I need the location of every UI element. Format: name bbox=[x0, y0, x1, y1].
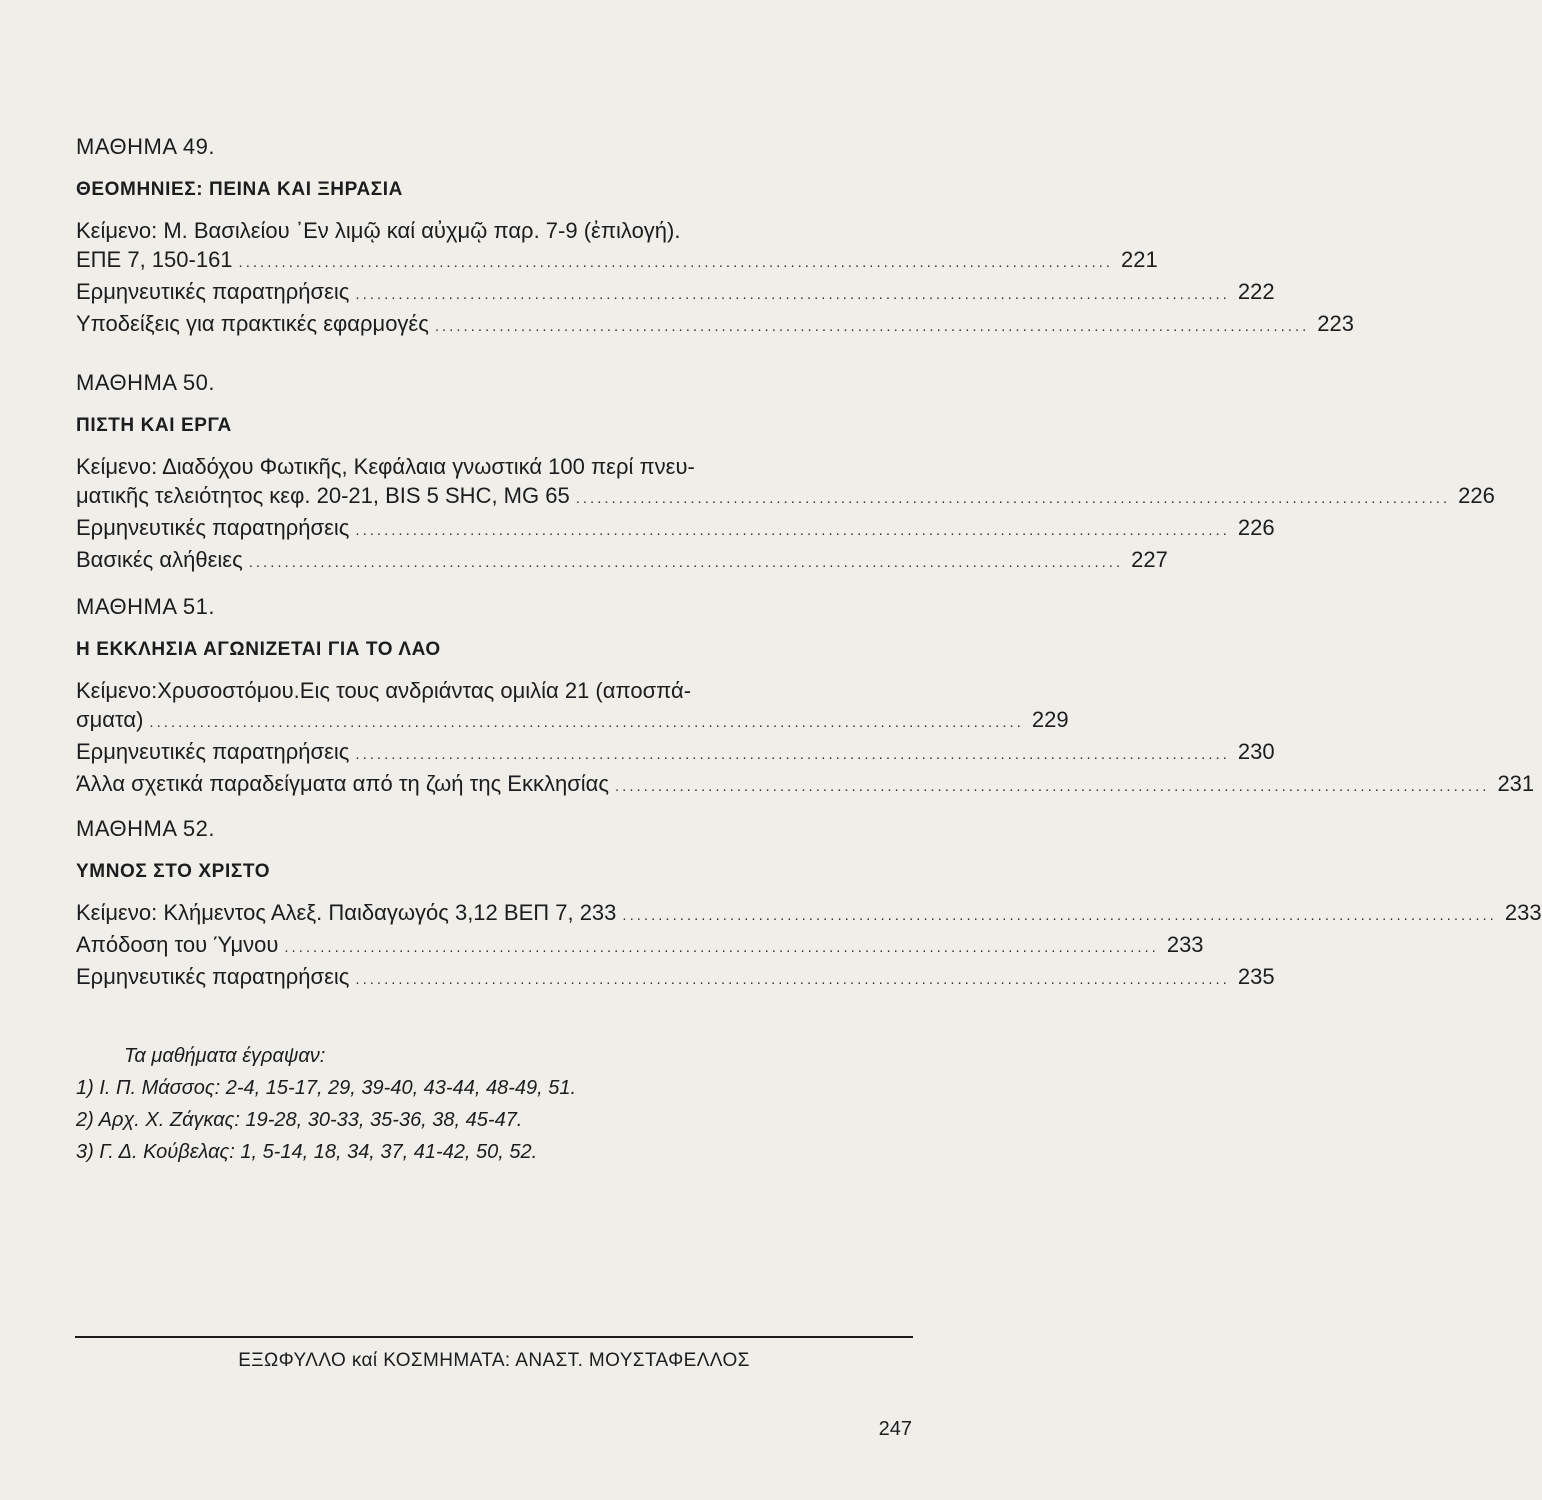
toc-entry-page: 223 bbox=[1317, 311, 1354, 336]
toc-entry bbox=[76, 513, 1275, 545]
toc-entry-label: Υποδείξεις για πρακτικές εφαρμογές bbox=[76, 311, 429, 336]
lesson-52 bbox=[76, 816, 1542, 994]
toc-text-line: Κείμενο: Μ. Βασιλείου ᾿Εν λιμῷ καί αὐχμῷ παρ. 7-9 (ἐπιλογή). bbox=[76, 218, 681, 243]
toc-text-line: Κείμενο:Χρυσοστόμου.Εις τους ανδριάντας ομιλία 21 (αποσπά- bbox=[76, 678, 692, 703]
toc-entry-page: 233 bbox=[1166, 932, 1204, 957]
dot-leader: .......................................................................................................................... bbox=[355, 522, 1230, 539]
toc-entry-label: Άλλα σχετικά παραδείγματα από τη ζωή της Εκκλησίας bbox=[76, 771, 609, 796]
lesson-title: Η ΕΚΚΛΗΣΙΑ ΑΓΩΝΙΖΕΤΑΙ ΓΙΑ ΤΟ ΛΑΟ bbox=[76, 639, 441, 660]
dot-leader: .......................................................................................................................... bbox=[355, 286, 1230, 303]
dot-leader: .......................................................................................................................... bbox=[284, 939, 1159, 956]
dot-leader: .......................................................................................................................... bbox=[355, 971, 1230, 988]
toc-entry bbox=[76, 481, 1495, 513]
toc-entry-page: 221 bbox=[1120, 247, 1158, 272]
toc-entry bbox=[76, 277, 1275, 309]
dot-leader: .......................................................................................................................... bbox=[238, 254, 1113, 271]
toc-entry-page: 222 bbox=[1237, 279, 1275, 304]
toc-entry-label: Απόδοση του Ύμνου bbox=[76, 932, 279, 957]
lesson-title: ΘΕΟΜΗΝΙΕΣ: ΠΕΙΝΑ ΚΑΙ ΞΗΡΑΣΙΑ bbox=[76, 179, 403, 200]
toc-entry-page: 229 bbox=[1031, 707, 1069, 732]
dot-leader: .......................................................................................................................... bbox=[355, 746, 1230, 763]
toc-entry-label: Ερμηνευτικές παρατηρήσεις bbox=[76, 964, 350, 989]
dot-leader: .......................................................................................................................... bbox=[575, 490, 1451, 507]
toc-entry bbox=[76, 309, 1354, 341]
toc-text-line: Κείμενο: Διαδόχου Φωτικῆς, Κεφάλαια γνωστικά 100 περί πνευ- bbox=[76, 454, 695, 479]
lesson-number: ΜΑΘΗΜΑ 52. bbox=[76, 816, 216, 841]
toc-entry-page: 235 bbox=[1237, 964, 1275, 989]
dot-leader: .......................................................................................................................... bbox=[434, 318, 1310, 335]
dot-leader: .......................................................................................................................... bbox=[149, 714, 1024, 731]
toc-entry-page: 226 bbox=[1458, 483, 1495, 508]
toc-entry-page: 230 bbox=[1237, 739, 1275, 764]
toc-entry bbox=[76, 737, 1275, 769]
toc-entry bbox=[76, 930, 1204, 962]
lesson-49 bbox=[76, 134, 1354, 341]
toc-entry-label: ΕΠΕ 7, 150-161 bbox=[76, 247, 233, 272]
lesson-51 bbox=[76, 594, 1535, 801]
lesson-number: ΜΑΘΗΜΑ 50. bbox=[76, 370, 216, 395]
toc-entry bbox=[76, 898, 1542, 930]
toc-entry-page: 226 bbox=[1237, 515, 1275, 540]
dot-leader: .......................................................................................................................... bbox=[248, 554, 1124, 571]
author-line: 3) Γ. Δ. Κούβελας: 1, 5-14, 18, 34, 37, 41-42, 50, 52. bbox=[76, 1141, 538, 1163]
lesson-title: ΠΙΣΤΗ ΚΑΙ ΕΡΓΑ bbox=[76, 415, 232, 436]
lesson-title: ΥΜΝΟΣ ΣΤΟ ΧΡΙΣΤΟ bbox=[76, 861, 271, 882]
toc-entry bbox=[76, 769, 1535, 801]
lesson-50 bbox=[76, 370, 1495, 577]
toc-entry-label: Ερμηνευτικές παρατηρήσεις bbox=[76, 279, 350, 304]
toc-entry-label: Βασικές αλήθειες bbox=[76, 547, 243, 572]
toc-entry-label: Ερμηνευτικές παρατηρήσεις bbox=[76, 739, 350, 764]
toc-entry bbox=[76, 962, 1275, 994]
author-line: 2) Αρχ. Χ. Ζάγκας: 19-28, 30-33, 35-36, 38, 45-47. bbox=[76, 1109, 523, 1131]
toc-entry bbox=[76, 245, 1158, 277]
toc-entry-page: 231 bbox=[1497, 771, 1535, 796]
toc-entry bbox=[76, 705, 1069, 737]
authors-heading: Τα μαθήματα έγραψαν: bbox=[124, 1045, 326, 1067]
dot-leader: .......................................................................................................................... bbox=[622, 907, 1497, 924]
toc-entry-label: ματικῆς τελειότητος κεφ. 20-21, BIS 5 SHC, MG 65 bbox=[76, 483, 570, 508]
toc-entry-page: 233 bbox=[1504, 900, 1542, 925]
toc-entry-page: 227 bbox=[1131, 547, 1168, 572]
cover-credit: ΕΞΩΦΥΛΛΟ καί ΚΟΣΜΗΜΑΤΑ: ΑΝΑΣΤ. ΜΟΥΣΤΑΦΕΛΛΟΣ bbox=[238, 1350, 750, 1371]
lesson-number: ΜΑΘΗΜΑ 49. bbox=[76, 134, 216, 159]
page-number: 247 bbox=[878, 1418, 912, 1440]
authors-block bbox=[76, 1040, 576, 1168]
footer-divider bbox=[75, 1336, 913, 1338]
lesson-number: ΜΑΘΗΜΑ 51. bbox=[76, 594, 216, 619]
author-line: 1) Ι. Π. Μάσσος: 2-4, 15-17, 29, 39-40, 43-44, 48-49, 51. bbox=[76, 1077, 577, 1099]
toc-entry-label: Ερμηνευτικές παρατηρήσεις bbox=[76, 515, 350, 540]
toc-entry-label: Κείμενο: Κλήμεντος Αλεξ. Παιδαγωγός 3,12 ΒΕΠ 7, 233 bbox=[76, 900, 617, 925]
toc-entry-label: σματα) bbox=[76, 707, 144, 732]
dot-leader: .......................................................................................................................... bbox=[615, 778, 1490, 795]
toc-entry bbox=[76, 545, 1168, 577]
